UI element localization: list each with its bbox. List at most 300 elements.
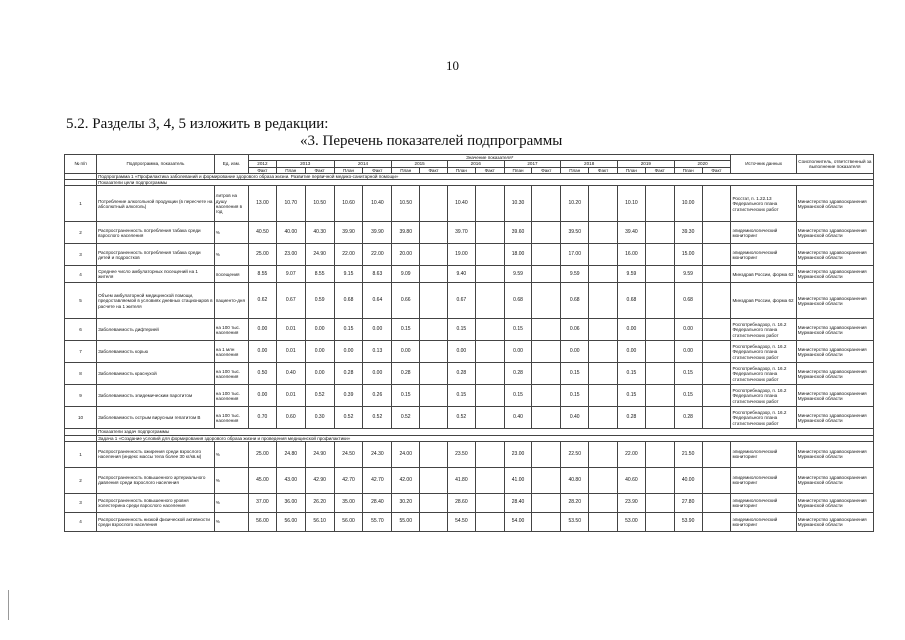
source-cell: эпидемиологический мониторинг <box>731 222 796 244</box>
empty-cell <box>645 266 674 283</box>
unit-cell: на 100 тыс. населения <box>214 363 248 385</box>
empty-cell <box>475 363 504 385</box>
empty-cell <box>532 407 561 429</box>
source-cell: эпидемиологический мониторинг <box>731 244 796 266</box>
empty-cell <box>532 186 561 222</box>
empty-cell <box>475 186 504 222</box>
empty-cell <box>589 467 618 493</box>
value-cell: 0.00 <box>249 385 277 407</box>
empty-cell <box>475 319 504 341</box>
value-cell: 27.80 <box>674 493 702 512</box>
empty-cell <box>532 363 561 385</box>
row-number: 5 <box>65 283 97 319</box>
responsible-cell: Министерство здравоохранения Мурманской области <box>796 244 873 266</box>
value-cell: 19.00 <box>447 244 475 266</box>
source-cell: Минздрав России, форма 62 <box>731 283 796 319</box>
empty-cell <box>702 385 731 407</box>
value-cell: 30.20 <box>392 493 420 512</box>
value-cell: 10.60 <box>334 186 363 222</box>
value-cell: 24.90 <box>305 244 334 266</box>
row-number: 4 <box>65 512 97 531</box>
empty-cell <box>702 266 731 283</box>
empty-cell <box>475 222 504 244</box>
value-cell: 54.50 <box>447 512 475 531</box>
subheader-cell: План <box>561 167 589 173</box>
empty-cell <box>702 512 731 531</box>
value-cell: 0.00 <box>618 341 646 363</box>
empty-cell <box>420 186 448 222</box>
empty-cell <box>589 283 618 319</box>
empty-cell <box>475 493 504 512</box>
value-cell: 0.00 <box>674 341 702 363</box>
value-cell: 0.15 <box>618 363 646 385</box>
empty-cell <box>645 283 674 319</box>
value-cell: 28.40 <box>363 493 392 512</box>
empty-cell <box>532 341 561 363</box>
value-cell: 40.30 <box>305 222 334 244</box>
value-cell: 0.68 <box>334 283 363 319</box>
unit-cell: % <box>214 441 248 467</box>
value-cell: 9.59 <box>561 266 589 283</box>
section-label: Показатели цели подпрограммы <box>97 180 874 186</box>
value-cell: 0.26 <box>363 385 392 407</box>
value-cell: 0.00 <box>305 341 334 363</box>
value-cell: 25.00 <box>249 244 277 266</box>
responsible-cell: Министерство здравоохранения Мурманской области <box>796 283 873 319</box>
source-cell: эпидемиологический мониторинг <box>731 441 796 467</box>
value-cell: 39.80 <box>392 222 420 244</box>
responsible-cell: Министерство здравоохранения Мурманской области <box>796 186 873 222</box>
value-cell: 0.28 <box>618 407 646 429</box>
value-cell: 0.28 <box>392 363 420 385</box>
value-cell: 37.00 <box>249 493 277 512</box>
indicator-name: Распространенность повышенного артериального давления среди взрослого населения <box>97 467 215 493</box>
value-cell: 53.00 <box>618 512 646 531</box>
table-row <box>65 266 874 283</box>
value-cell: 0.15 <box>392 319 420 341</box>
empty-cell <box>702 467 731 493</box>
year-header: 2013 <box>276 161 334 167</box>
empty-cell <box>532 244 561 266</box>
value-cell: 20.00 <box>392 244 420 266</box>
indicator-name: Среднее число амбулаторных посещений на 1 жителя <box>97 266 215 283</box>
value-cell: 40.50 <box>249 222 277 244</box>
source-cell: Роспотребнадзор, п. 16.2 Федерального плана статистических работ <box>731 385 796 407</box>
subheader-cell: План <box>447 167 475 173</box>
value-cell: 0.28 <box>447 363 475 385</box>
empty-cell <box>589 222 618 244</box>
value-cell: 39.90 <box>334 222 363 244</box>
value-cell: 21.50 <box>674 441 702 467</box>
unit-cell: % <box>214 222 248 244</box>
value-cell: 40.60 <box>618 467 646 493</box>
responsible-cell: Министерство здравоохранения Мурманской области <box>796 441 873 467</box>
source-cell: эпидемиологический мониторинг <box>731 493 796 512</box>
empty-cell <box>532 266 561 283</box>
empty-cell <box>475 407 504 429</box>
table-row <box>65 222 874 244</box>
unit-cell: посещения <box>214 266 248 283</box>
responsible-cell: Министерство здравоохранения Мурманской области <box>796 222 873 244</box>
value-cell: 10.50 <box>305 186 334 222</box>
value-cell: 28.40 <box>504 493 532 512</box>
row-number: 8 <box>65 363 97 385</box>
value-cell: 55.70 <box>363 512 392 531</box>
value-cell: 0.06 <box>561 319 589 341</box>
value-cell: 17.00 <box>561 244 589 266</box>
value-cell: 0.62 <box>249 283 277 319</box>
subheader-cell: Факт <box>305 167 334 173</box>
row-number: 2 <box>65 467 97 493</box>
empty-cell <box>589 341 618 363</box>
empty-cell <box>475 441 504 467</box>
table-heading: «3. Перечень показателей подпрограммы <box>300 133 563 149</box>
empty-cell <box>645 407 674 429</box>
indicator-name: Объем амбулаторной медицинской помощи, предоставляемой в условиях дневных стационаров в расчете на 1 жителя <box>97 283 215 319</box>
subheader-cell: План <box>674 167 702 173</box>
source-cell: Росстат, п. 1.22.13 Федерального плана статистических работ <box>731 186 796 222</box>
source-cell: эпидемиологический мониторинг <box>731 512 796 531</box>
unit-cell: на 100 тыс. населения <box>214 407 248 429</box>
value-cell: 56.10 <box>305 512 334 531</box>
unit-cell: на 1 млн населения <box>214 341 248 363</box>
value-cell: 26.20 <box>305 493 334 512</box>
value-cell: 0.40 <box>276 363 305 385</box>
value-cell: 24.50 <box>334 441 363 467</box>
empty-cell <box>645 385 674 407</box>
value-cell: 0.52 <box>447 407 475 429</box>
empty-cell <box>420 467 448 493</box>
value-cell: 23.00 <box>276 244 305 266</box>
unit-cell: литров на душу населения в год <box>214 186 248 222</box>
empty-cell <box>532 467 561 493</box>
empty-cell <box>645 441 674 467</box>
header-responsible: Соисполнитель, ответственный за выполнение показателя <box>796 155 873 174</box>
empty-cell <box>645 493 674 512</box>
empty-cell <box>645 363 674 385</box>
value-cell: 9.40 <box>447 266 475 283</box>
year-header: 2014 <box>334 161 392 167</box>
empty-cell <box>702 244 731 266</box>
empty-cell <box>532 512 561 531</box>
indicator-name: Распространенность потребления табака среди взрослого населения <box>97 222 215 244</box>
subheader-cell: Факт <box>702 167 731 173</box>
empty-cell <box>589 319 618 341</box>
source-cell: Роспотребнадзор, п. 16.2 Федерального плана статистических работ <box>731 319 796 341</box>
year-header: 2017 <box>504 161 561 167</box>
value-cell: 13.00 <box>249 186 277 222</box>
value-cell: 8.55 <box>249 266 277 283</box>
empty-cell <box>420 283 448 319</box>
value-cell: 22.00 <box>618 441 646 467</box>
value-cell: 0.40 <box>561 407 589 429</box>
unit-cell: % <box>214 467 248 493</box>
value-cell: 9.59 <box>504 266 532 283</box>
indicator-name: Заболеваемость дифтерией <box>97 319 215 341</box>
value-cell: 39.30 <box>674 222 702 244</box>
value-cell: 39.70 <box>447 222 475 244</box>
empty-cell <box>702 493 731 512</box>
value-cell: 25.00 <box>249 441 277 467</box>
empty-cell <box>475 266 504 283</box>
value-cell: 0.15 <box>504 319 532 341</box>
value-cell: 0.70 <box>249 407 277 429</box>
empty-cell <box>589 407 618 429</box>
value-cell: 24.80 <box>276 441 305 467</box>
value-cell: 0.50 <box>249 363 277 385</box>
value-cell: 10.00 <box>674 186 702 222</box>
value-cell: 0.67 <box>276 283 305 319</box>
empty-cell <box>420 319 448 341</box>
row-number: 1 <box>65 441 97 467</box>
value-cell: 56.00 <box>334 512 363 531</box>
subheader-cell: План <box>504 167 532 173</box>
value-cell: 0.00 <box>305 363 334 385</box>
value-cell: 8.63 <box>363 266 392 283</box>
unit-cell: % <box>214 244 248 266</box>
value-cell: 10.50 <box>392 186 420 222</box>
subheader-cell: Факт <box>420 167 448 173</box>
table-row <box>65 385 874 407</box>
indicator-name: Заболеваемость острым вирусным гепатитом В <box>97 407 215 429</box>
value-cell: 0.52 <box>334 407 363 429</box>
empty-cell <box>589 363 618 385</box>
empty-cell <box>420 266 448 283</box>
responsible-cell: Министерство здравоохранения Мурманской области <box>796 341 873 363</box>
empty-cell <box>532 319 561 341</box>
value-cell: 39.40 <box>618 222 646 244</box>
value-cell: 42.00 <box>392 467 420 493</box>
value-cell: 0.15 <box>561 385 589 407</box>
value-cell: 0.00 <box>334 341 363 363</box>
empty-cell <box>532 385 561 407</box>
value-cell: 35.00 <box>334 493 363 512</box>
empty-cell <box>475 385 504 407</box>
subheader-cell: Факт <box>249 167 277 173</box>
empty-cell <box>702 319 731 341</box>
value-cell: 0.68 <box>674 283 702 319</box>
subheader-cell: Факт <box>475 167 504 173</box>
value-cell: 0.00 <box>363 363 392 385</box>
value-cell: 0.15 <box>447 319 475 341</box>
unit-cell: % <box>214 512 248 531</box>
empty-cell <box>475 341 504 363</box>
value-cell: 0.28 <box>334 363 363 385</box>
value-cell: 0.01 <box>276 319 305 341</box>
empty-cell <box>475 283 504 319</box>
value-cell: 0.28 <box>674 407 702 429</box>
subheader-cell: План <box>276 167 305 173</box>
value-cell: 0.00 <box>447 341 475 363</box>
empty-cell <box>645 467 674 493</box>
value-cell: 0.00 <box>249 319 277 341</box>
value-cell: 42.70 <box>334 467 363 493</box>
value-cell: 10.40 <box>363 186 392 222</box>
subheader-cell: Факт <box>532 167 561 173</box>
value-cell: 56.00 <box>249 512 277 531</box>
empty-cell <box>702 283 731 319</box>
empty-cell <box>475 467 504 493</box>
value-cell: 0.59 <box>305 283 334 319</box>
empty-cell <box>420 407 448 429</box>
value-cell: 10.40 <box>447 186 475 222</box>
value-cell: 0.52 <box>392 407 420 429</box>
value-cell: 0.15 <box>674 363 702 385</box>
value-cell: 53.90 <box>674 512 702 531</box>
table-row <box>65 512 874 531</box>
row-number: 3 <box>65 493 97 512</box>
section-label: Задача 1 «Создание условий для формирования здорового образа жизни и проведения медицинской профилактики» <box>97 435 874 441</box>
year-header: 2012 <box>249 161 277 167</box>
value-cell: 0.39 <box>334 385 363 407</box>
table-row <box>65 186 874 222</box>
value-cell: 0.01 <box>276 385 305 407</box>
indicator-name: Потребление алкогольной продукции (в пересчете на абсолютный алкоголь) <box>97 186 215 222</box>
responsible-cell: Министерство здравоохранения Мурманской области <box>796 407 873 429</box>
value-cell: 23.90 <box>618 493 646 512</box>
table-row <box>65 363 874 385</box>
empty-cell <box>420 441 448 467</box>
value-cell: 0.68 <box>561 283 589 319</box>
row-number: 7 <box>65 341 97 363</box>
responsible-cell: Министерство здравоохранения Мурманской области <box>796 467 873 493</box>
empty-cell <box>645 512 674 531</box>
table-row <box>65 467 874 493</box>
empty-cell <box>645 319 674 341</box>
empty-cell <box>420 244 448 266</box>
empty-cell <box>589 186 618 222</box>
unit-cell: % <box>214 493 248 512</box>
empty-cell <box>532 441 561 467</box>
empty-cell <box>532 283 561 319</box>
value-cell: 10.30 <box>504 186 532 222</box>
empty-cell <box>589 512 618 531</box>
year-header: 2018 <box>561 161 618 167</box>
empty-cell <box>420 222 448 244</box>
table-row <box>65 341 874 363</box>
responsible-cell: Министерство здравоохранения Мурманской области <box>796 363 873 385</box>
value-cell: 55.00 <box>392 512 420 531</box>
value-cell: 23.50 <box>447 441 475 467</box>
source-cell: Роспотребнадзор, п. 16.2 Федерального плана статистических работ <box>731 407 796 429</box>
value-cell: 0.01 <box>276 341 305 363</box>
year-header: 2015 <box>392 161 448 167</box>
table-row <box>65 244 874 266</box>
responsible-cell: Министерство здравоохранения Мурманской области <box>796 385 873 407</box>
empty-cell <box>702 341 731 363</box>
value-cell: 10.10 <box>618 186 646 222</box>
subheader-cell: Факт <box>645 167 674 173</box>
value-cell: 0.15 <box>447 385 475 407</box>
value-cell: 0.68 <box>504 283 532 319</box>
year-header: 2020 <box>674 161 731 167</box>
subheader-cell: План <box>618 167 646 173</box>
section-heading: 5.2. Разделы 3, 4, 5 изложить в редакции: <box>66 116 329 132</box>
indicator-name: Заболеваемость корью <box>97 341 215 363</box>
source-cell: Роспотребнадзор, п. 16.2 Федерального плана статистических работ <box>731 341 796 363</box>
empty-cell <box>589 385 618 407</box>
responsible-cell: Министерство здравоохранения Мурманской области <box>796 319 873 341</box>
header-unit: Ед. изм. <box>214 155 248 174</box>
value-cell: 0.30 <box>305 407 334 429</box>
table-row <box>65 407 874 429</box>
row-number: 6 <box>65 319 97 341</box>
year-header: 2019 <box>618 161 675 167</box>
value-cell: 22.00 <box>334 244 363 266</box>
empty-cell <box>645 244 674 266</box>
row-number: 4 <box>65 266 97 283</box>
unit-cell: пациенто-дня <box>214 283 248 319</box>
empty-cell <box>420 385 448 407</box>
value-cell: 15.00 <box>674 244 702 266</box>
value-cell: 54.00 <box>504 512 532 531</box>
indicator-name: Распространенность повышенного уровня холестерина среди взрослого населения <box>97 493 215 512</box>
value-cell: 39.60 <box>504 222 532 244</box>
value-cell: 23.00 <box>504 441 532 467</box>
value-cell: 0.15 <box>392 385 420 407</box>
value-cell: 0.68 <box>618 283 646 319</box>
empty-cell <box>702 407 731 429</box>
source-cell: Минздрав России, форма 62 <box>731 266 796 283</box>
value-cell: 24.30 <box>363 441 392 467</box>
empty-cell <box>420 512 448 531</box>
value-cell: 0.67 <box>447 283 475 319</box>
empty-cell <box>702 441 731 467</box>
header-values: Значение показателя* <box>249 155 731 161</box>
empty-cell <box>420 341 448 363</box>
section-label: Показатели задач подпрограммы <box>97 429 874 435</box>
empty-cell <box>420 363 448 385</box>
unit-cell: на 100 тыс. населения <box>214 319 248 341</box>
row-number: 1 <box>65 186 97 222</box>
indicator-name: Заболеваемость эпидемическим паротитом <box>97 385 215 407</box>
header-num: № п/п <box>65 155 97 174</box>
empty-cell <box>420 493 448 512</box>
value-cell: 40.00 <box>674 467 702 493</box>
value-cell: 16.00 <box>618 244 646 266</box>
value-cell: 53.50 <box>561 512 589 531</box>
value-cell: 45.00 <box>249 467 277 493</box>
value-cell: 0.40 <box>504 407 532 429</box>
value-cell: 39.50 <box>561 222 589 244</box>
header-name: Подпрограмма, показатель <box>97 155 215 174</box>
value-cell: 42.90 <box>305 467 334 493</box>
value-cell: 0.00 <box>392 341 420 363</box>
value-cell: 0.64 <box>363 283 392 319</box>
value-cell: 0.00 <box>305 319 334 341</box>
value-cell: 0.15 <box>674 385 702 407</box>
table-row <box>65 493 874 512</box>
empty-cell <box>645 222 674 244</box>
value-cell: 9.07 <box>276 266 305 283</box>
row-number: 9 <box>65 385 97 407</box>
indicator-name: Заболеваемость краснухой <box>97 363 215 385</box>
value-cell: 0.00 <box>618 319 646 341</box>
row-number: 3 <box>65 244 97 266</box>
empty-cell <box>589 441 618 467</box>
value-cell: 0.52 <box>305 385 334 407</box>
value-cell: 0.00 <box>363 319 392 341</box>
subheader-cell: Факт <box>363 167 392 173</box>
empty-cell <box>645 341 674 363</box>
responsible-cell: Министерство здравоохранения Мурманской области <box>796 266 873 283</box>
value-cell: 0.00 <box>249 341 277 363</box>
value-cell: 22.50 <box>561 441 589 467</box>
indicator-name: Распространенность потребления табака среди детей и подростков <box>97 244 215 266</box>
value-cell: 0.15 <box>618 385 646 407</box>
year-header: 2016 <box>447 161 504 167</box>
value-cell: 9.59 <box>674 266 702 283</box>
